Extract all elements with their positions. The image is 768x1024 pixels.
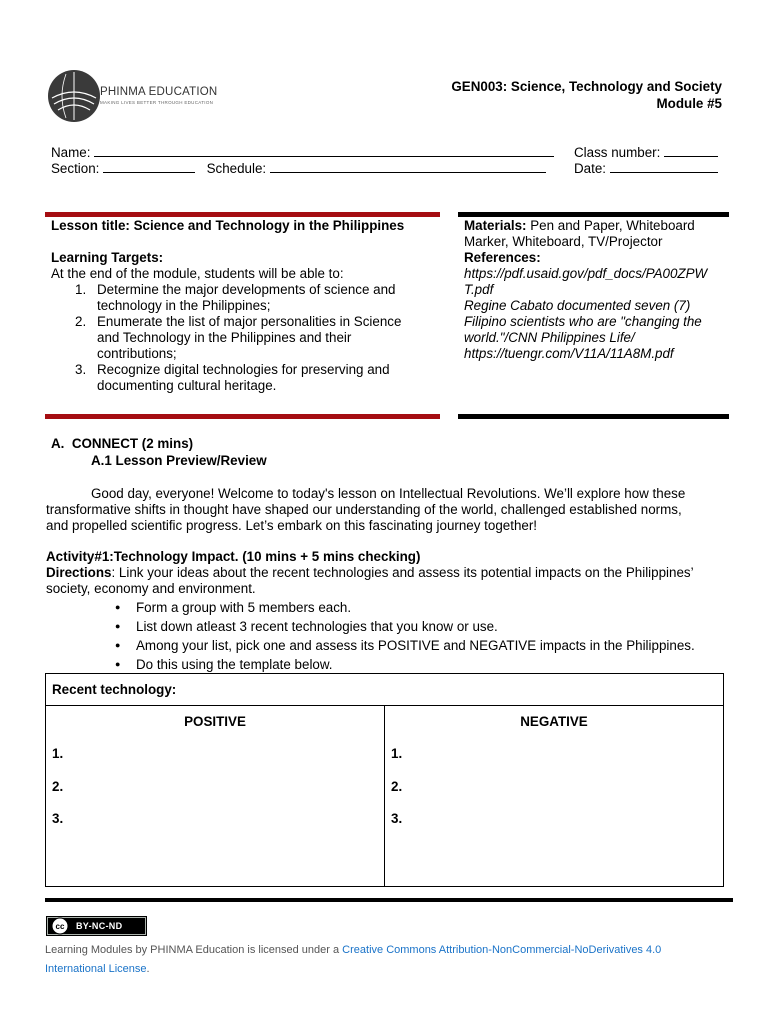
negative-row-2[interactable]: 2.: [391, 779, 403, 794]
negative-header: NEGATIVE: [520, 714, 588, 729]
bottom-divider: [45, 898, 733, 902]
schedule-blank[interactable]: [270, 161, 546, 173]
name-line: [51, 145, 554, 161]
materials-label: Materials:: [464, 218, 527, 233]
positive-row-1[interactable]: 1.: [52, 746, 64, 761]
learning-targets-intro: At the end of the module, students will be able to:: [51, 266, 344, 281]
logo-text: [100, 86, 217, 106]
lesson-top-bar: [45, 212, 440, 217]
list-item: ● Form a group with 5 members each.: [136, 598, 726, 617]
learning-target: 2. Enumerate the list of major personalities in Science and Technology in the Philippines and their contributions;: [75, 314, 402, 361]
learning-targets-title: Learning Targets:: [51, 250, 164, 265]
lesson-title: Lesson title: Science and Technology in the Philippines: [51, 218, 405, 233]
logo-tagline: MAKING LIVES BETTER THROUGH EDUCATION: [100, 100, 214, 105]
list-item: ● Among your list, pick one and assess its POSITIVE and NEGATIVE impacts in the Philippines.: [136, 636, 726, 655]
negative-row-1[interactable]: 1.: [391, 746, 403, 761]
reference-link-3[interactable]: https://tuengr.com/V11A/11A8M.pdf: [464, 346, 674, 361]
lesson-panel: [51, 218, 431, 394]
logo-name: PHINMA EDUCATION: [100, 86, 218, 98]
activity-steps: [136, 598, 726, 674]
template-body: [46, 706, 723, 886]
positive-column: [46, 706, 384, 886]
list-item: ● Do this using the template below.: [136, 655, 726, 674]
license-link[interactable]: Creative Commons Attribution-NonCommercial-NoDerivatives 4.0 International License: [45, 944, 662, 975]
negative-column: [384, 706, 723, 886]
cc-badge-text: BY-NC-ND: [76, 921, 123, 931]
reference-2: Regine Cabato documented seven (7) Filipino scientists who are "changing the world."/CNN Philippines Life/: [464, 298, 702, 345]
date-line: [574, 161, 718, 177]
date-blank[interactable]: [610, 161, 718, 173]
materials-line1: Materials: Pen and Paper, Whiteboard: [464, 218, 695, 233]
lesson-bottom-bar: [45, 414, 440, 419]
activity-title: Activity#1:Technology Impact. (10 mins + 5 mins checking): [46, 549, 421, 564]
directions-line2: society, economy and environment.: [46, 581, 256, 596]
class-number-line: [574, 145, 718, 161]
materials-panel: [464, 218, 726, 362]
name-label: Name:: [51, 145, 91, 160]
learning-targets-list: [75, 282, 431, 394]
lesson-preview-heading: A.1 Lesson Preview/Review: [91, 453, 267, 468]
list-item: ● List down atleast 3 recent technologies that you know or use.: [136, 617, 726, 636]
positive-row-3[interactable]: 3.: [52, 811, 64, 826]
cc-license-badge[interactable]: [46, 916, 147, 936]
class-number-label: Class number:: [574, 145, 661, 160]
reference-link-1[interactable]: https://pdf.usaid.gov/pdf_docs/PA00ZPW T.pdf: [464, 266, 708, 297]
name-blank[interactable]: [94, 145, 554, 157]
positive-header: POSITIVE: [184, 714, 246, 729]
date-label: Date:: [574, 161, 607, 176]
connect-heading: A. CONNECT (2 mins): [51, 436, 194, 451]
license-notice: Learning Modules by PHINMA Education is licensed under a Creative Commons Attribution-NonCommercial-NoDerivatives 4.0 International License.: [45, 944, 662, 975]
svg-text:cc: cc: [55, 922, 65, 931]
directions-label: Directions: [46, 565, 112, 580]
course-code: GEN003: Science, Technology and Society: [451, 79, 722, 94]
activity-section: [46, 549, 726, 674]
directions-line1: Directions: Link your ideas about the recent technologies and assess its potential impacts on the Philippines’: [46, 565, 694, 580]
technology-template-table: [45, 673, 724, 887]
phinma-globe-icon: [46, 68, 102, 124]
section-line: [51, 161, 546, 177]
module-number: Module #5: [656, 96, 722, 111]
materials-line2: Marker, Whiteboard, TV/Projector: [464, 234, 663, 249]
schedule-label: Schedule:: [206, 161, 267, 176]
section-label: Section:: [51, 161, 100, 176]
course-header: [451, 78, 722, 112]
positive-row-2[interactable]: 2.: [52, 779, 64, 794]
materials-top-bar: [458, 212, 729, 217]
section-blank[interactable]: [103, 161, 195, 173]
intro-paragraph: Good day, everyone! Welcome to today's lesson on Intellectual Revolutions. We’ll explore how these transformative shifts in thought have shaped our understanding of the world, challenged established norms, and propelled scientific progress. Let’s embark on this fascinating journey together!: [46, 486, 686, 533]
materials-bottom-bar: [458, 414, 729, 419]
references-label: References:: [464, 250, 541, 265]
negative-row-3[interactable]: 3.: [391, 811, 403, 826]
recent-technology-header[interactable]: Recent technology:: [46, 674, 723, 706]
class-number-blank[interactable]: [664, 145, 718, 157]
learning-target: 3. Recognize digital technologies for preserving and documenting cultural heritage.: [75, 362, 390, 393]
learning-target: 1. Determine the major developments of science and technology in the Philippines;: [75, 282, 396, 313]
